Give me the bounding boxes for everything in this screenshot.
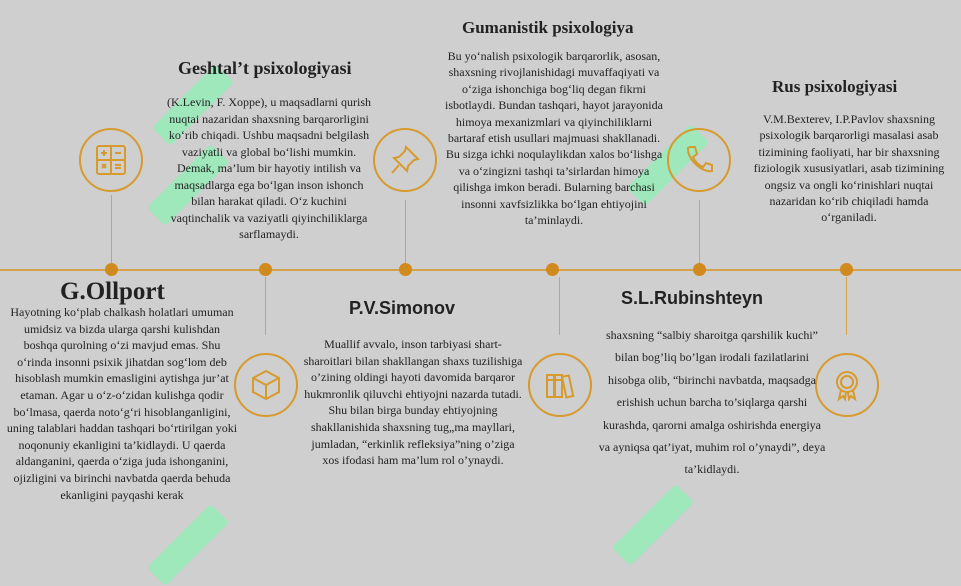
timeline-stem xyxy=(111,195,112,263)
timeline-dot xyxy=(105,263,118,276)
item-title-geshtalt: Geshtal’t psixologiyasi xyxy=(178,58,352,78)
item-title-simonov: P.V.Simonov xyxy=(349,298,456,318)
item-text-geshtalt: (K.Levin, F. Xoppe), u maqsadlarni qurish nuqtai nazaridan shaxsning barqarorligini ko‘rib chiqadi. Ushbu maqsadni belgilash vaziyatli va global bo‘lishi mumkin. Demak, ma’lum bir hayotiy intilish va maqsadlarga ega bo‘lgan inson ishonch bilan harakat qiladi. O‘z kuchini vaqtinchalik va vaziyatli qiyinchiliklarga sarflamaydi. xyxy=(167,95,371,241)
item-title-rubinshteyn: S.L.Rubinshteyn xyxy=(621,288,764,308)
timeline-dot xyxy=(399,263,412,276)
timeline-dot xyxy=(546,263,559,276)
item-title-rus: Rus psixologiyasi xyxy=(772,77,898,96)
watermark-shape xyxy=(612,484,694,566)
watermark-shape xyxy=(147,504,229,586)
timeline-stem xyxy=(405,200,406,263)
item-text-simonov: Muallif avvalo, inson tarbiyasi shart-sharoitlari bilan shakllangan shaxs tuzilishiga o’zining oldingi hayoti davomida barqaror hukmronlik qiluvchi ehtiyojni nazarda tutadi. Shu bilan birga bunday ehtiyojning shakllanishida shaxsning tug„ma mayllari, jumladan, “erkinlik refleksiya”ning o’ziga xos ifodasi ham ma’lum rol o’ynaydi. xyxy=(303,337,523,468)
timeline-line xyxy=(0,269,961,271)
item-text-rus: V.M.Bexterev, I.P.Pavlov shaxsning psixologik barqarorligi masalasi asab tizimining faoliyati, har bir shaxsning fiziologik xususiyatlari, asab tizimining ongsiz va ongli ko‘rinishlari nuqtai nazaridan ko‘rib chiqiladi hamda o‘rganiladi. xyxy=(753,112,945,225)
pushpin-icon xyxy=(373,128,437,192)
item-text-rubinshteyn: shaxsning “salbiy sharoitga qarshilik kuchi” bilan bog’liq bo’lgan irodali fazilatlarini hisobga olib, “birinchi navbatda, maqsadga erishish uchun barcha to’siqlarga qarshi kurashda, qarorni amalga oshirishda energiya va ayniqsa qat’iyat, muhim rol o’ynaydi”, deya ta’kidlaydi. xyxy=(598,328,826,477)
item-title-gumanistik: Gumanistik psixologiya xyxy=(462,18,634,37)
cube-icon xyxy=(234,353,298,417)
timeline-dot xyxy=(693,263,706,276)
item-text-ollport: Hayotning ko‘plab chalkash holatlari umuman umidsiz va bizda ularga qarshi kulishdan boshqa qurolning o‘zi mavjud emas. Shu o‘rinda insonni psixik jihatdan sog‘lom deb hisoblash mumkin emasligini aytishga jur’at etaman. Agar u o‘z-o‘zidan kulishga qodir bo‘lmasa, qaerda noto‘g‘ri hisoblanganligini, uning talablari haddan tashqari bo‘rtirilgan yoki noqonuniy ekanligini ta’kidlaydi. U qaerda aldanganini, qaerda o‘ziga juda ishonganini, ojizligini va birinchi navbatda qaerda behuda ekanligini payqashi kerak xyxy=(6,305,238,502)
timeline-dot xyxy=(259,263,272,276)
timeline-stem xyxy=(559,277,560,335)
item-title-ollport: G.Ollport xyxy=(60,278,165,305)
timeline-stem xyxy=(265,277,266,335)
item-text-gumanistik: Bu yo‘nalish psixologik barqarorlik, asosan, shaxsning rivojlanishidagi muvaffaqiyati va o‘ziga ishonchiga bog‘liq degan fikrni isbotlaydi. Bundan tashqari, hayot jarayonida himoya mexanizmlari va qiyinchiliklarni bartaraf etish usullari majmuasi shakllanadi. Bu sizga ichki noqulaylikdan xalos bo‘lishga va o‘zingizni tashqi ta’sirlardan himoya qilishga imkon beradi. Bularning barchasi insonni xavfsizlikka bo‘lgan ehtiyojini ta’minlaydi. xyxy=(445,49,663,228)
books-icon xyxy=(528,353,592,417)
timeline-stem xyxy=(699,200,700,263)
calculator-icon xyxy=(79,128,143,192)
timeline-stem xyxy=(846,277,847,335)
timeline-dot xyxy=(840,263,853,276)
phone-icon xyxy=(667,128,731,192)
